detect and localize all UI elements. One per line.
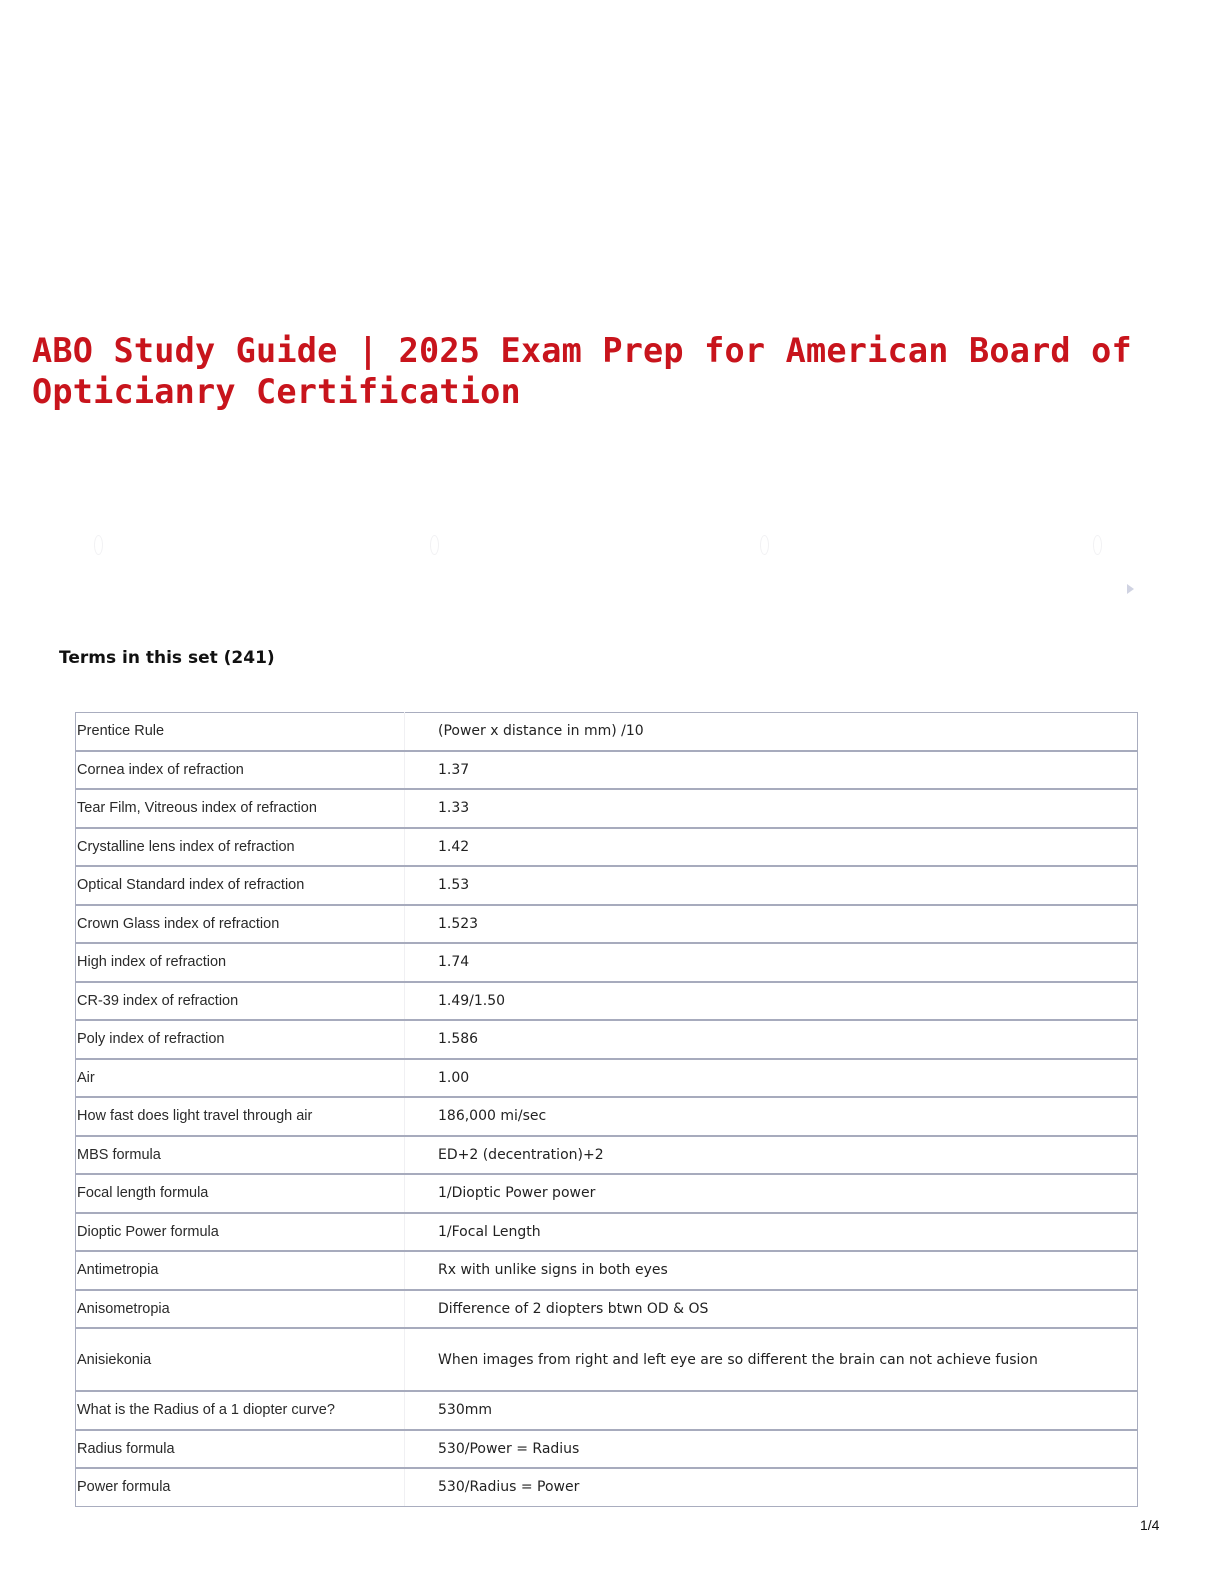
terms-count-heading: Terms in this set (241) — [59, 648, 275, 668]
term-cell: Optical Standard index of refraction — [76, 866, 405, 905]
table-row — [76, 1391, 1138, 1430]
term-cell: How fast does light travel through air — [76, 1097, 405, 1136]
definition-cell: 1.37 — [405, 751, 1138, 790]
term-cell: What is the Radius of a 1 diopter curve? — [76, 1391, 405, 1430]
definition-cell: 1.523 — [405, 905, 1138, 944]
table-row — [76, 1020, 1138, 1059]
table-row — [76, 1136, 1138, 1175]
definition-cell: 1.42 — [405, 828, 1138, 867]
table-row — [76, 713, 1138, 751]
definition-cell: 1.33 — [405, 789, 1138, 828]
term-cell: High index of refraction — [76, 943, 405, 982]
definition-cell: 186,000 mi/sec — [405, 1097, 1138, 1136]
definition-cell: Rx with unlike signs in both eyes — [405, 1251, 1138, 1290]
table-row — [76, 982, 1138, 1021]
definition-cell: 1.49/1.50 — [405, 982, 1138, 1021]
table-row — [76, 789, 1138, 828]
table-row — [76, 751, 1138, 790]
table-row — [76, 943, 1138, 982]
term-cell: Anisiekonia — [76, 1328, 405, 1391]
definition-cell: 1.53 — [405, 866, 1138, 905]
term-cell: Focal length formula — [76, 1174, 405, 1213]
term-cell: Radius formula — [76, 1430, 405, 1469]
table-row — [76, 828, 1138, 867]
table-row — [76, 1174, 1138, 1213]
page-title: ABO Study Guide | 2025 Exam Prep for American Board of Opticianry Certification — [32, 331, 1132, 411]
term-cell: MBS formula — [76, 1136, 405, 1175]
term-cell: Tear Film, Vitreous index of refraction — [76, 789, 405, 828]
definition-cell: Difference of 2 diopters btwn OD & OS — [405, 1290, 1138, 1329]
definition-cell: 1/Dioptic Power power — [405, 1174, 1138, 1213]
table-row — [76, 1328, 1138, 1391]
term-cell: Power formula — [76, 1468, 405, 1506]
card-corner-decoration — [1093, 535, 1102, 555]
definition-cell: 530/Power = Radius — [405, 1430, 1138, 1469]
definition-cell: ED+2 (decentration)+2 — [405, 1136, 1138, 1175]
table-row — [76, 866, 1138, 905]
term-cell: Poly index of refraction — [76, 1020, 405, 1059]
definition-cell: 1.74 — [405, 943, 1138, 982]
card-corner-decoration — [94, 535, 103, 555]
terms-table — [75, 712, 1138, 1507]
definition-cell: 530mm — [405, 1391, 1138, 1430]
term-cell: Antimetropia — [76, 1251, 405, 1290]
table-row — [76, 1290, 1138, 1329]
definition-cell: 1.586 — [405, 1020, 1138, 1059]
table-row — [76, 1097, 1138, 1136]
card-corner-decoration — [430, 535, 439, 555]
definition-cell: 1/Focal Length — [405, 1213, 1138, 1252]
table-row — [76, 1213, 1138, 1252]
term-cell: Dioptic Power formula — [76, 1213, 405, 1252]
definition-cell: 530/Radius = Power — [405, 1468, 1138, 1506]
flashcard-carousel — [90, 535, 1120, 555]
table-row — [76, 1430, 1138, 1469]
term-cell: Cornea index of refraction — [76, 751, 405, 790]
table-row — [76, 1251, 1138, 1290]
triangle-right-icon[interactable] — [1127, 584, 1134, 594]
definition-cell: When images from right and left eye are so different the brain can not achieve fusion — [405, 1328, 1138, 1391]
card-corner-decoration — [760, 535, 769, 555]
definition-cell: 1.00 — [405, 1059, 1138, 1098]
page-number: 1/4 — [1140, 1517, 1160, 1533]
term-cell: Anisometropia — [76, 1290, 405, 1329]
term-cell: Crystalline lens index of refraction — [76, 828, 405, 867]
table-row — [76, 1468, 1138, 1506]
term-cell: Prentice Rule — [76, 713, 405, 751]
term-cell: CR-39 index of refraction — [76, 982, 405, 1021]
term-cell: Air — [76, 1059, 405, 1098]
table-row — [76, 905, 1138, 944]
definition-cell: (Power x distance in mm) /10 — [405, 713, 1138, 751]
table-row — [76, 1059, 1138, 1098]
term-cell: Crown Glass index of refraction — [76, 905, 405, 944]
